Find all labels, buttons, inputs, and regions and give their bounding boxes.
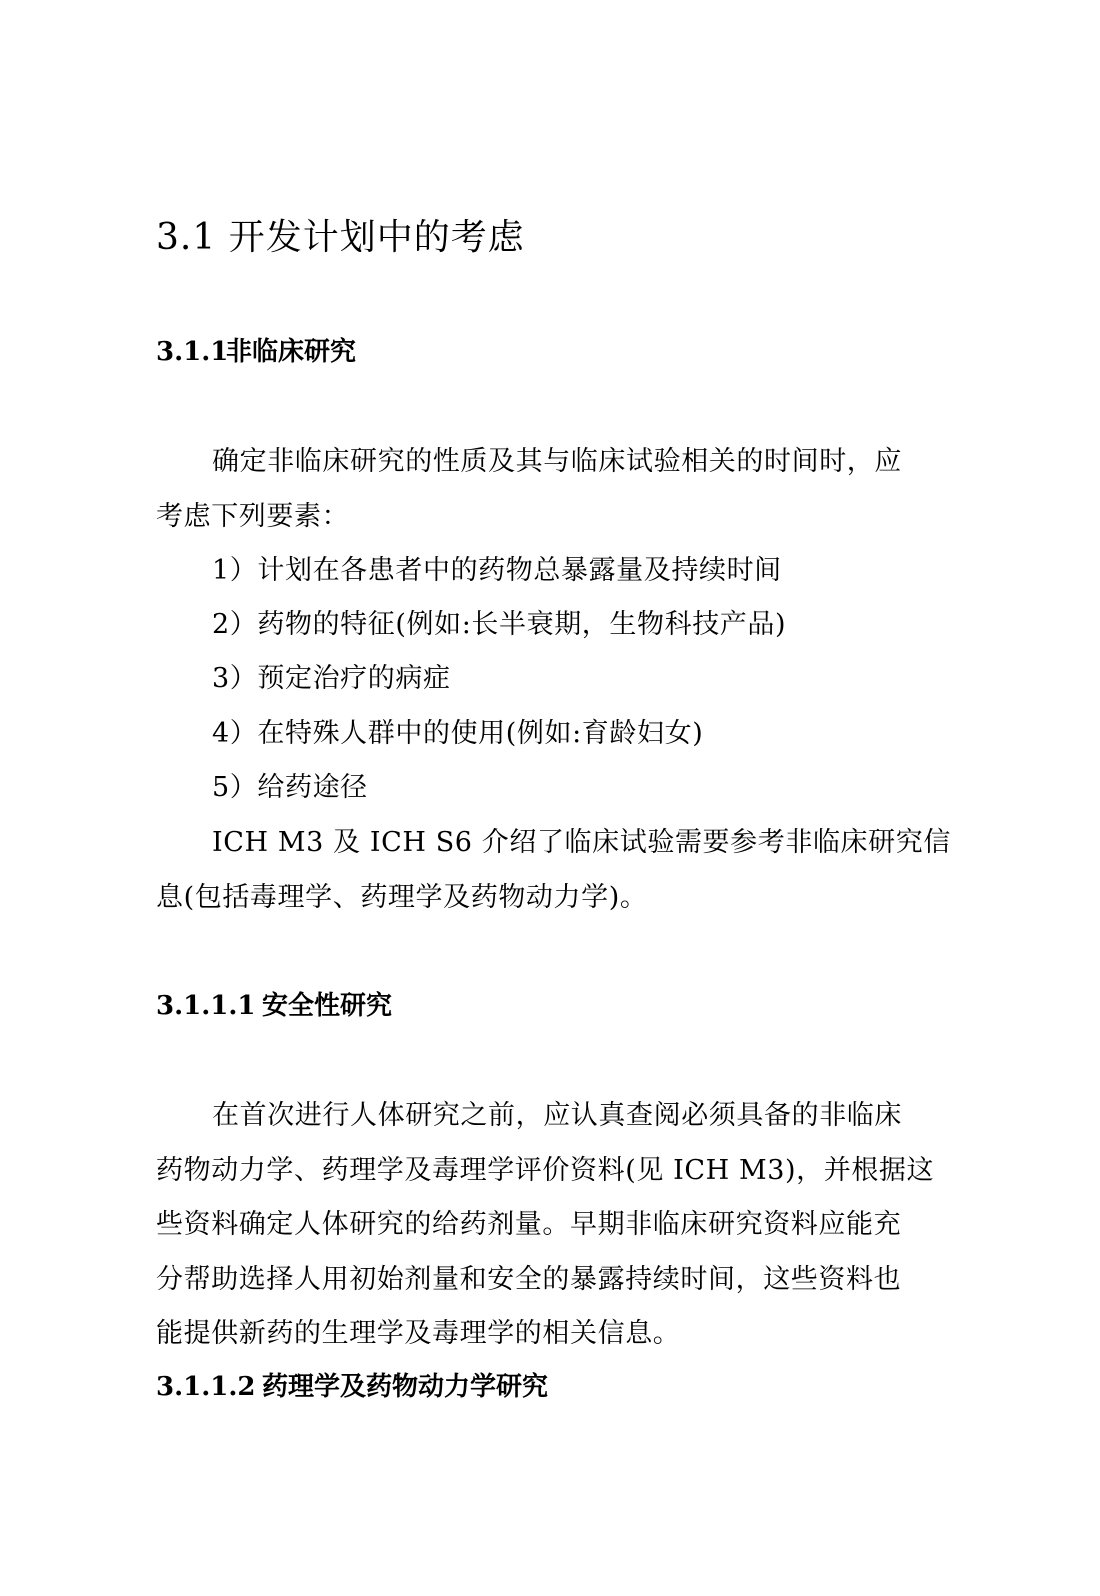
- intro-line-1: 确定非临床研究的性质及其与临床试验相关的时间时，应: [212, 446, 902, 477]
- subsection-number: 3.1.1.2: [156, 1372, 256, 1402]
- subsection-title: 药理学及药物动力学研究: [262, 1372, 549, 1402]
- safety-paragraph-line-4: 分帮助选择人用初始剂量和安全的暴露持续时间，这些资料也: [156, 1264, 902, 1295]
- subsection-heading-3-1-1-1: [156, 993, 392, 1019]
- factor-item-3: 3）预定治疗的病症: [212, 663, 451, 694]
- intro-line-2: 考虑下列要素：: [156, 501, 350, 532]
- section-title: 3.1 开发计划中的考虑: [156, 217, 525, 258]
- factor-item-4: 4）在特殊人群中的使用(例如:育龄妇女): [212, 718, 704, 749]
- subsection-title: 安全性研究: [262, 991, 393, 1021]
- subsection-title: 非临床研究: [226, 337, 357, 367]
- safety-paragraph-line-2: 药物动力学、药理学及毒理学评价资料(见 ICH M3)，并根据这: [156, 1155, 935, 1186]
- subsection-number: 3.1.1.1: [156, 991, 256, 1021]
- ich-note-line-1: ICH M3 及 ICH S6 介绍了临床试验需要参考非临床研究信: [212, 827, 951, 858]
- subsection-heading-3-1-1-2: [156, 1374, 548, 1400]
- safety-paragraph-line-3: 些资料确定人体研究的给药剂量。早期非临床研究资料应能充: [156, 1209, 902, 1240]
- subsection-number: 3.1.1: [156, 337, 229, 367]
- safety-paragraph-line-5: 能提供新药的生理学及毒理学的相关信息。: [156, 1318, 681, 1349]
- factor-item-1: 1）计划在各患者中的药物总暴露量及持续时间: [212, 555, 782, 586]
- factor-item-5: 5）给药途径: [212, 772, 368, 803]
- subsection-heading-3-1-1: [156, 339, 356, 365]
- factor-item-2: 2）药物的特征(例如:长半衰期，生物科技产品): [212, 609, 787, 640]
- safety-paragraph-line-1: 在首次进行人体研究之前，应认真查阅必须具备的非临床: [212, 1100, 902, 1131]
- ich-note-line-2: 息(包括毒理学、药理学及药物动力学)。: [156, 882, 648, 913]
